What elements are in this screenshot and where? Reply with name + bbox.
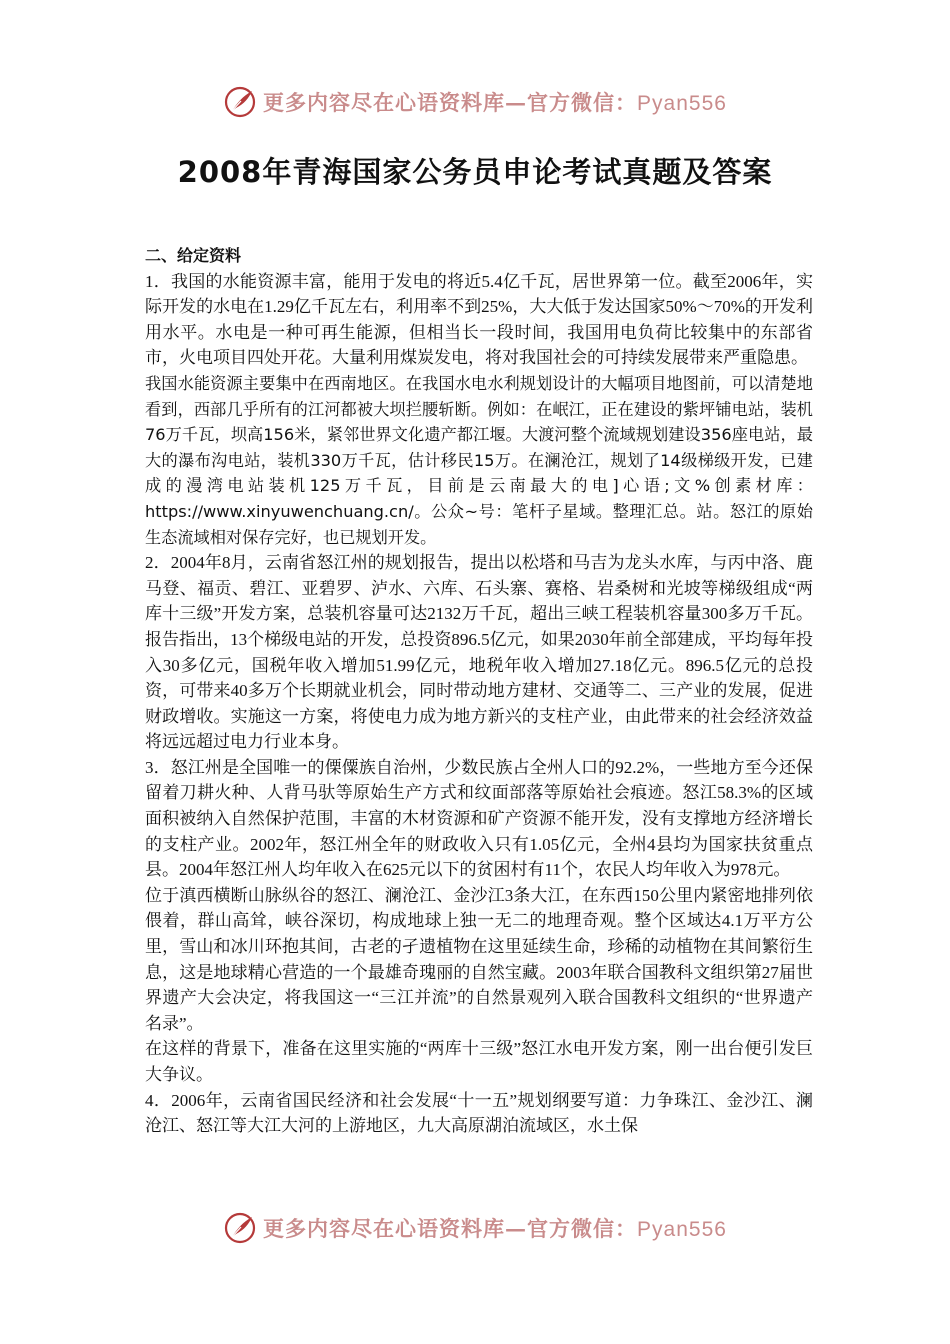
paragraph: 4．2006年，云南省国民经济和社会发展“十一五”规划纲要写道：力争珠江、金沙江、澜沧江、怒江等大江大河的上游地区，九大高原湖泊流域区，水土保 [145, 1090, 813, 1136]
wechat-id: Pyan556 [637, 92, 727, 115]
bottom-banner [0, 1208, 950, 1248]
paragraph: 1．我国的水能资源丰富，能用于发电的将近5.4亿千瓦，居世界第一位。截至2006年，实际开发的水电在1.29亿千瓦左右，利用率不到25%，大大低于发达国家50%～70%的开发利用水平。水电是一种可再生能源，但相当长一段时间，我国用电负荷比较集中的东部省市，火电项目四处开花。大量利用煤炭发电，将对我国社会的可持续发展带来严重隐患。 [145, 271, 813, 368]
feather-pen-icon [223, 1211, 257, 1245]
top-banner [0, 82, 950, 122]
feather-pen-icon [223, 85, 257, 119]
document-title: 2008年青海国家公务员申论考试真题及答案 [177, 155, 773, 189]
document-body [145, 243, 813, 1139]
section-heading: 二、给定资料 [145, 246, 242, 265]
paragraph: 我国水能资源主要集中在西南地区。在我国水电水利规划设计的大幅项目地图前，可以清楚地看到，西部几乎所有的江河都被大坝拦腰斩断。例如：在岷江，正在建设的紫坪铺电站，装机76万千瓦，坝高156米，紧邻世界文化遗产都江堰。大渡河整个流域规划建设356座电站，最大的瀑布沟电站，装机330万千瓦，估计移民15万。在澜沧江，规划了14级梯级开发，已建成的漫湾电站装机125万千瓦，目前是云南最大的电]心语;文%创素材库：https://www.xinyuwenchuang.cn/。公众~号：笔杆子星域。整理汇总。站。怒江的原始生态流域相对保存完好，也已规划开发。 [145, 373, 813, 547]
paragraph: 在这样的背景下，准备在这里实施的“两库十三级”怒江水电开发方案，刚一出台便引发巨大争议。 [145, 1039, 813, 1084]
paragraph: 位于滇西横断山脉纵谷的怒江、澜沧江、金沙江3条大江，在东西150公里内紧密地排列依偎着，群山高耸，峡谷深切，构成地球上独一无二的地理奇观。整个区域达4.1万平方公里，雪山和冰川环抱其间，古老的孑遗植物在这里延续生命，珍稀的动植物在其间繁衍生息，这是地球精心营造的一个最雄奇瑰丽的自然宝藏。2003年联合国教科文组织第27届世界遗产大会决定，将我国这一“三江并流”的自然景观列入联合国教科文组织的“世界遗产名录”。 [145, 885, 813, 1033]
banner-text: 更多内容尽在心语资料库—官方微信：Pyan556 [263, 90, 727, 115]
paragraph: 3．怒江州是全国唯一的傈僳族自治州，少数民族占全州人口的92.2%，一些地方至今还保留着刀耕火种、人背马驮等原始生产方式和纹面部落等原始社会痕迹。怒江58.3%的区域面积被纳入自然保护范围，丰富的木材资源和矿产资源不能开发，没有支撑地方经济增长的支柱产业。2002年，怒江州全年的财政收入只有1.05亿元，全州4县均为国家扶贫重点县。2004年怒江州人均年收入在625元以下的贫困村有11个，农民人均年收入为978元。 [145, 757, 813, 880]
paragraph: 2．2004年8月，云南省怒江州的规划报告，提出以松塔和马吉为龙头水库，与丙中洛、鹿马登、福贡、碧江、亚碧罗、泸水、六库、石头寨、赛格、岩桑树和光坡等梯级组成“两库十三级”开发方案，总装机容量可达2132万千瓦，超出三峡工程装机容量300多万千瓦。报告指出，13个梯级电站的开发，总投资896.5亿元，如果2030年前全部建成，平均每年投入30多亿元，国税年收入增加51.99亿元，地税年收入增加27.18亿元。896.5亿元的总投资，可带来40多万个长期就业机会，同时带动地方建材、交通等二、三产业的发展，促进财政增收。实施这一方案，将使电力成为地方新兴的支柱产业，由此带来的社会经济效益将远远超过电力行业本身。 [145, 553, 813, 752]
banner-text: 更多内容尽在心语资料库—官方微信：Pyan556 [263, 1216, 727, 1241]
wechat-id: Pyan556 [637, 1218, 727, 1241]
